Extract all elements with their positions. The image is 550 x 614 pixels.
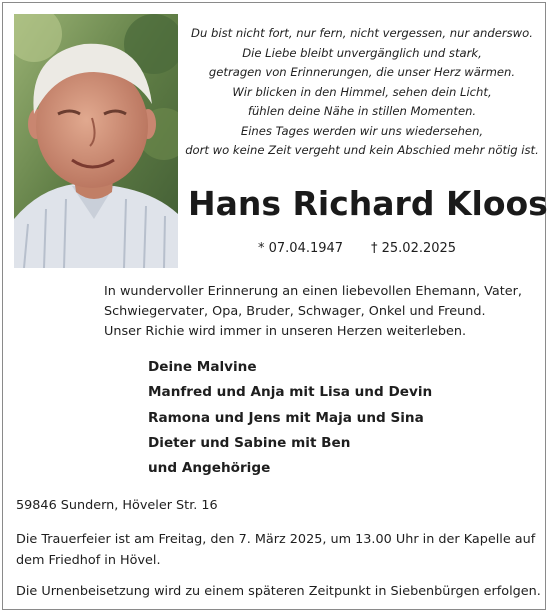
- remembrance-line: In wundervoller Erinnerung an einen liebevollen Ehemann, Vater,: [104, 284, 522, 299]
- remembrance-line: Schwiegervater, Opa, Bruder, Schwager, Onkel und Freund.: [104, 304, 486, 319]
- family-line: Dieter und Sabine mit Ben: [148, 434, 351, 451]
- family-list: [148, 355, 432, 481]
- family-line: Manfred und Anja mit Lisa und Devin: [148, 384, 433, 401]
- portrait-photo: [14, 14, 178, 268]
- poem-line: fühlen deine Nähe in stillen Momenten.: [247, 104, 477, 118]
- death-date: † 25.02.2025: [371, 241, 457, 256]
- ceremony-line: Die Trauerfeier ist am Freitag, den 7. März 2025, um 13.00 Uhr in der Kapelle auf: [16, 532, 536, 547]
- family-line: Ramona und Jens mit Maja und Sina: [148, 409, 424, 426]
- poem-line: Eines Tages werden wir uns wiedersehen,: [240, 123, 484, 138]
- poem-line: Wir blicken in den Himmel, sehen dein Licht,: [232, 84, 492, 99]
- ceremony-line: dem Friedhof in Hövel.: [16, 552, 161, 568]
- urn-burial-info: Die Urnenbeisetzung wird zu einem späteren Zeitpunkt in Siebenbürgen erfolgen.: [16, 584, 541, 599]
- poem: [180, 24, 544, 161]
- poem-line: dort wo keine Zeit vergeht und kein Abschied mehr nötig ist.: [185, 143, 539, 157]
- poem-line: getragen von Erinnerungen, die unser Herz wärmen.: [208, 65, 516, 79]
- family-line: Deine Malvine: [148, 359, 257, 375]
- poem-line: Die Liebe bleibt unvergänglich und stark,: [242, 45, 482, 60]
- birth-date: * 07.04.1947: [258, 241, 344, 256]
- remembrance-text: [104, 282, 522, 342]
- remembrance-line: Unser Richie wird immer in unseren Herzen weiterleben.: [104, 324, 467, 339]
- deceased-name: Hans Richard Kloos: [188, 184, 548, 223]
- ceremony-info: [16, 530, 544, 571]
- family-line: und Angehörige: [148, 460, 271, 477]
- poem-line: Du bist nicht fort, nur fern, nicht vergessen, nur anderswo.: [191, 26, 533, 40]
- address: 59846 Sundern, Höveler Str. 16: [16, 498, 218, 513]
